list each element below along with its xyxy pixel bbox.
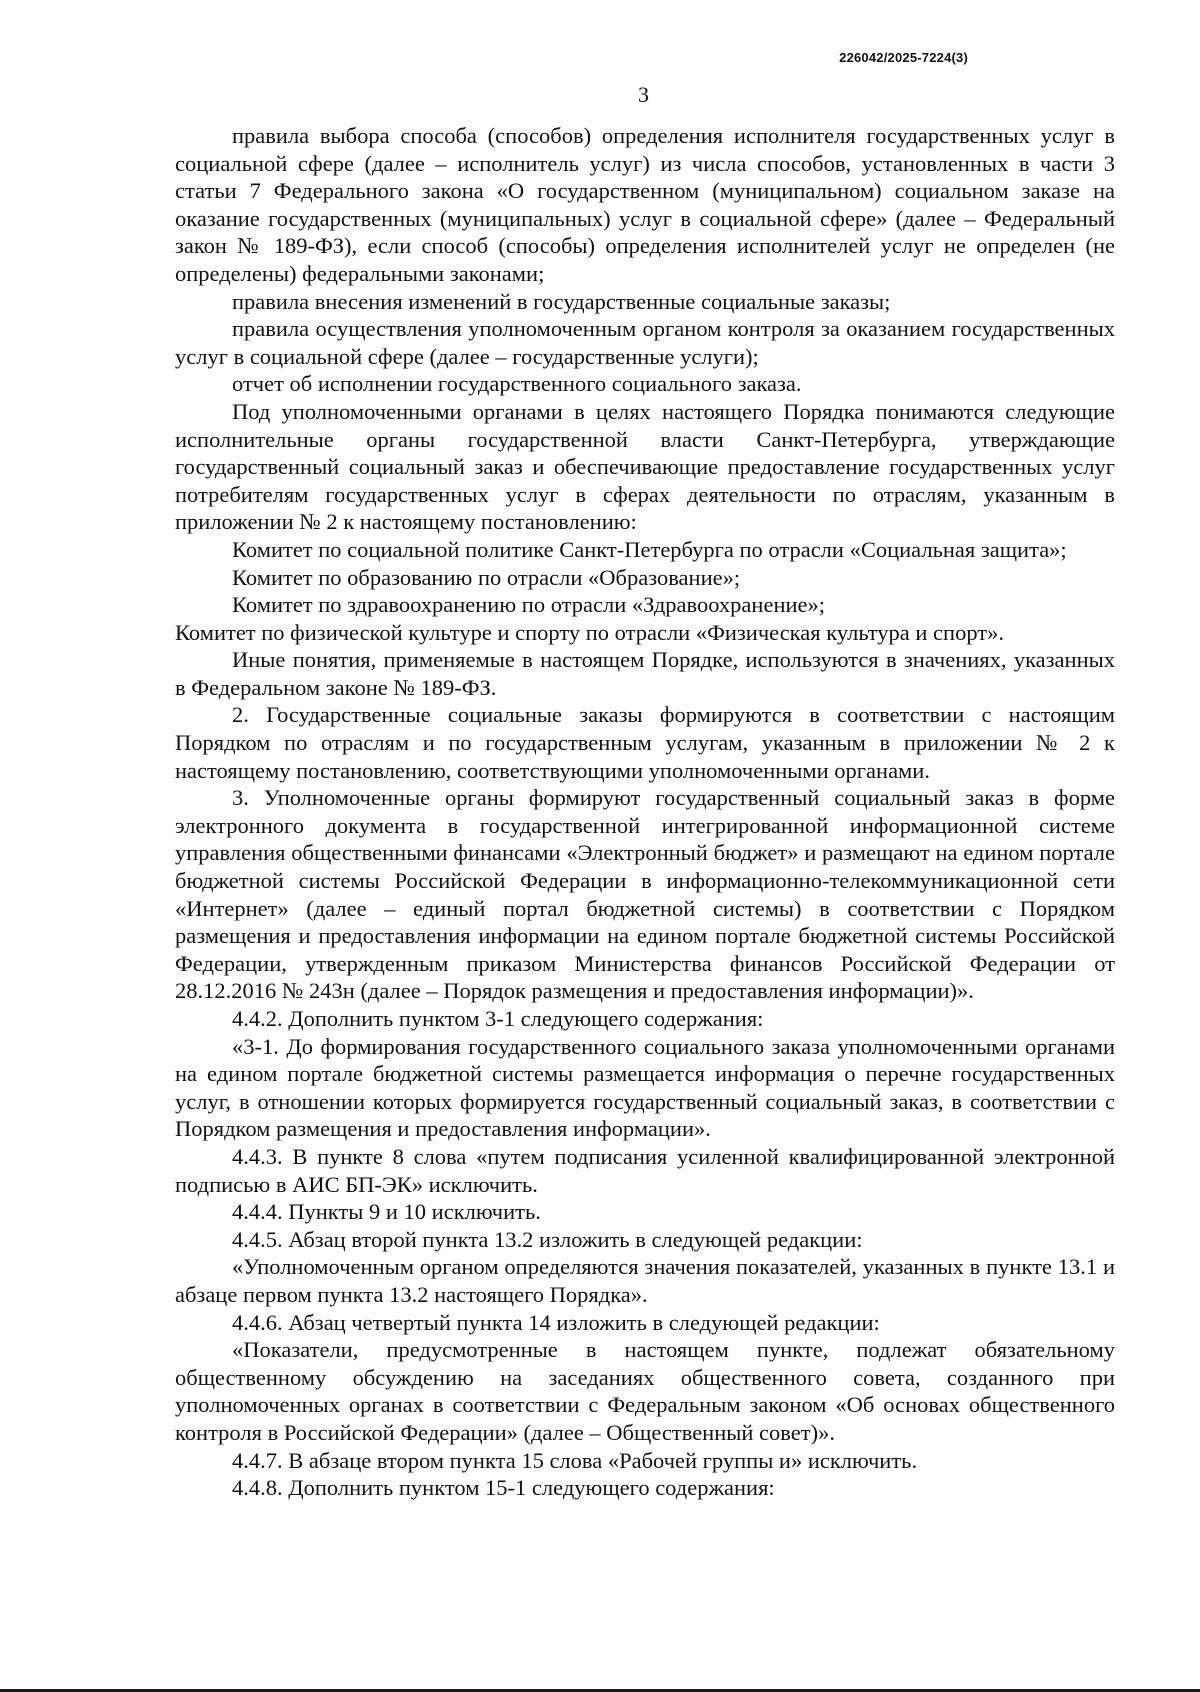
paragraph: Комитет по социальной политике Санкт-Петербурга по отрасли «Социальная защита»; bbox=[232, 536, 1067, 562]
paragraph: Комитет по здравоохранению по отрасли «Здравоохранение»; bbox=[232, 592, 826, 618]
paragraph: 3. Уполномоченные органы формируют государственный социальный заказ в форме электронного документа в государственной интегрированной информационной системе управления общественными финансами «Электронный бюджет» и размещают на едином портале бюджетной системы Российской Федерации в информационно-телекоммуникационной сети «Интернет» (далее – единый портал бюджетной системы) в соответствии с Порядком размещения и предоставления информации на едином портале бюджетной системы Российской Федерации, утвержденным приказом Министерства финансов Российской Федерации от 28.12.2016 № 243н (далее – Порядок размещения и предоставления информации)». bbox=[175, 785, 1115, 1004]
paragraph: Иные понятия, применяемые в настоящем Порядке, используются в значениях, указанных в Федеральном законе № 189-ФЗ. bbox=[175, 647, 1115, 700]
paragraph: правила внесения изменений в государственные социальные заказы; bbox=[232, 288, 891, 314]
paragraph: Под уполномоченными органами в целях настоящего Порядка понимаются следующие исполнительные органы государственной власти Санкт-Петербурга, утверждающие государственный социальный заказ и обеспечивающие предоставление государственных услуг потребителям государственных услуг в сферах деятельности по отраслям, указанным в приложении № 2 к настоящему постановлению: bbox=[175, 398, 1115, 535]
document-body bbox=[175, 122, 1115, 1502]
paragraph: Комитет по физической культуре и спорту по отрасли «Физическая культура и спорт». bbox=[175, 619, 1004, 645]
paragraph: 4.4.3. В пункте 8 слова «путем подписания усиленной квалифицированной электронной подписью в АИС БП-ЭК» исключить. bbox=[175, 1143, 1115, 1197]
document-registration-number: 226042/2025-7224(3) bbox=[839, 50, 968, 65]
paragraph: правила осуществления уполномоченным органом контроля за оказанием государственных услуг в социальной сфере (далее – государственные услуги); bbox=[175, 316, 1115, 369]
paragraph: «Показатели, предусмотренные в настоящем пункте, подлежат обязательному общественному обсуждению на заседаниях общественного совета, созданного при уполномоченных органах в соответствии с Федеральным законом «Об основах общественного контроля в Российской Федерации» (далее – Общественный совет)». bbox=[175, 1337, 1115, 1445]
paragraph: 2. Государственные социальные заказы формируются в соответствии с настоящим Порядком по отраслям и по государственным услугам, указанным в приложении № 2 к настоящему постановлению, соответствующими уполномоченными органами. bbox=[175, 702, 1115, 783]
paragraph: правила выбора способа (способов) определения исполнителя государственных услуг в социальной сфере (далее – исполнитель услуг) из числа способов, установленных в части 3 статьи 7 Федерального закона «О государственном (муниципальном) социальном заказе на оказание государственных (муниципальных) услуг в социальной сфере» (далее – Федеральный закон № 189-ФЗ), если способ (способы) определения исполнителей услуг не определен (не определены) федеральными законами; bbox=[175, 123, 1115, 286]
paragraph: 4.4.2. Дополнить пунктом 3-1 следующего содержания: bbox=[232, 1006, 764, 1031]
paragraph: 4.4.5. Абзац второй пункта 13.2 изложить в следующей редакции: bbox=[232, 1226, 863, 1252]
page-number: 3 bbox=[638, 82, 649, 107]
paragraph: 4.4.6. Абзац четвертый пункта 14 изложить в следующей редакции: bbox=[232, 1309, 880, 1335]
paragraph: 4.4.8. Дополнить пунктом 15-1 следующего содержания: bbox=[232, 1475, 775, 1501]
paragraph: 4.4.7. В абзаце втором пункта 15 слова «Рабочей группы и» исключить. bbox=[232, 1447, 918, 1473]
paragraph: Комитет по образованию по отрасли «Образование»; bbox=[232, 564, 741, 590]
paragraph: «Уполномоченным органом определяются значения показателей, указанных в пункте 13.1 и абзаце первом пункта 13.2 настоящего Порядка». bbox=[175, 1254, 1115, 1307]
paragraph: 4.4.4. Пункты 9 и 10 исключить. bbox=[232, 1199, 541, 1225]
paragraph: «3-1. До формирования государственного социального заказа уполномоченными органами на едином портале бюджетной системы размещается информация о перечне государственных услуг, в отношении которых формируется государственный социальный заказ, в соответствии с Порядком размещения и предоставления информации». bbox=[175, 1033, 1115, 1142]
paragraph: отчет об исполнении государственного социального заказа. bbox=[232, 371, 802, 397]
